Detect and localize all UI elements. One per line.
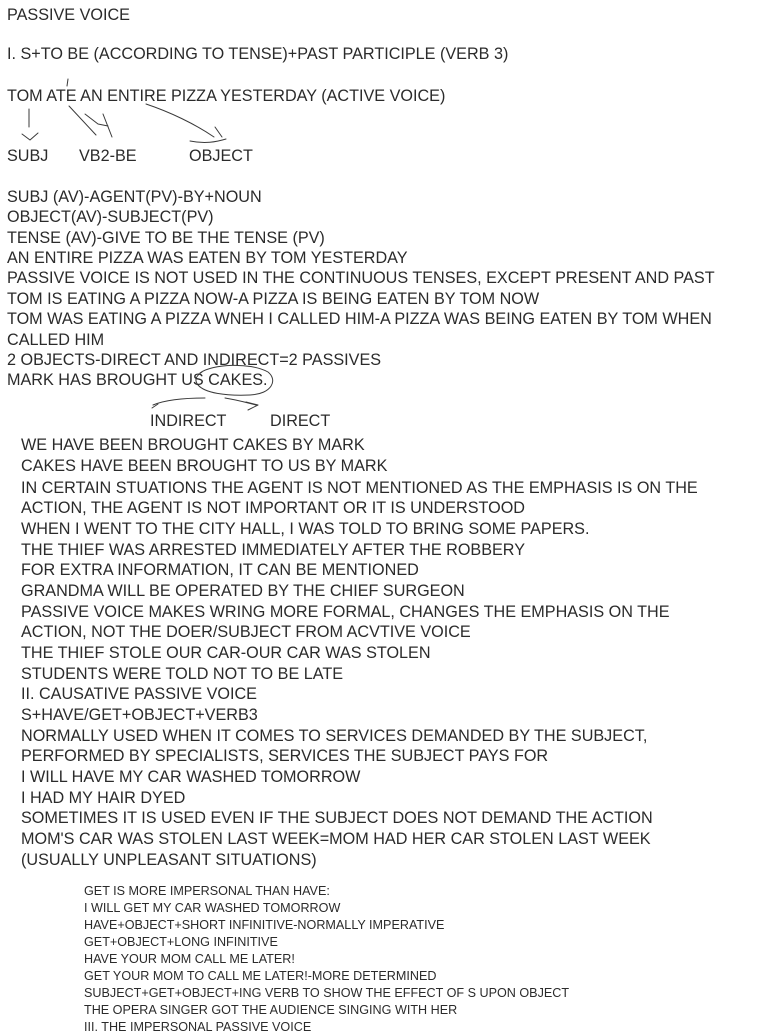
- label-vb2-be: VB2-BE: [79, 147, 137, 165]
- label-direct: DIRECT: [270, 412, 331, 430]
- small-line: GET IS MORE IMPERSONAL THAN HAVE:: [84, 884, 330, 898]
- rule-line: AN ENTIRE PIZZA WAS EATEN BY TOM YESTERDAY: [7, 249, 408, 267]
- rule-line: PASSIVE VOICE IS NOT USED IN THE CONTINUOUS TENSES, EXCEPT PRESENT AND PAST: [7, 269, 715, 287]
- body-line: I HAD MY HAIR DYED: [21, 789, 186, 807]
- section-heading-1: I. S+TO BE (ACCORDING TO TENSE)+PAST PARTICIPLE (VERB 3): [7, 45, 509, 63]
- rule-line: MARK HAS BROUGHT US CAKES.: [7, 371, 268, 389]
- rule-line: TOM WAS EATING A PIZZA WNEH I CALLED HIM-A PIZZA WAS BEING EATEN BY TOM WHEN: [7, 310, 712, 328]
- body-line: S+HAVE/GET+OBJECT+VERB3: [21, 706, 258, 724]
- section-heading-3: III. THE IMPERSONAL PASSIVE VOICE: [84, 1020, 312, 1034]
- label-object: OBJECT: [189, 147, 253, 165]
- label-subj: SUBJ: [7, 147, 49, 165]
- body-line: IN CERTAIN STUATIONS THE AGENT IS NOT MENTIONED AS THE EMPHASIS IS ON THE: [21, 479, 698, 497]
- small-line: THE OPERA SINGER GOT THE AUDIENCE SINGING WITH HER: [84, 1003, 458, 1017]
- section-heading-2: II. CAUSATIVE PASSIVE VOICE: [21, 685, 257, 703]
- body-line: I WILL HAVE MY CAR WASHED TOMORROW: [21, 768, 361, 786]
- body-line: MOM'S CAR WAS STOLEN LAST WEEK=MOM HAD HER CAR STOLEN LAST WEEK: [21, 830, 651, 848]
- body-line: THE THIEF STOLE OUR CAR-OUR CAR WAS STOLEN: [21, 644, 431, 662]
- example-active-sentence: TOM ATE AN ENTIRE PIZZA YESTERDAY (ACTIVE VOICE): [7, 87, 446, 105]
- body-line: GRANDMA WILL BE OPERATED BY THE CHIEF SURGEON: [21, 582, 465, 600]
- rule-line: TENSE (AV)-GIVE TO BE THE TENSE (PV): [7, 229, 325, 247]
- rule-line: TOM IS EATING A PIZZA NOW-A PIZZA IS BEING EATEN BY TOM NOW: [7, 290, 540, 308]
- page-title: PASSIVE VOICE: [7, 6, 130, 24]
- small-line: HAVE+OBJECT+SHORT INFINITIVE-NORMALLY IMPERATIVE: [84, 918, 445, 932]
- body-line: ACTION, THE AGENT IS NOT IMPORTANT OR IT IS UNDERSTOOD: [21, 499, 525, 517]
- label-indirect: INDIRECT: [150, 412, 227, 430]
- rule-line: 2 OBJECTS-DIRECT AND INDIRECT=2 PASSIVES: [7, 351, 382, 369]
- small-line: SUBJECT+GET+OBJECT+ING VERB TO SHOW THE EFFECT OF S UPON OBJECT: [84, 986, 570, 1000]
- rule-line: OBJECT(AV)-SUBJECT(PV): [7, 208, 214, 226]
- body-line: THE THIEF WAS ARRESTED IMMEDIATELY AFTER THE ROBBERY: [21, 541, 525, 559]
- small-line: GET YOUR MOM TO CALL ME LATER!-MORE DETERMINED: [84, 969, 437, 983]
- body-line: PERFORMED BY SPECIALISTS, SERVICES THE SUBJECT PAYS FOR: [21, 747, 549, 765]
- body-line: WE HAVE BEEN BROUGHT CAKES BY MARK: [21, 436, 365, 454]
- body-line: SOMETIMES IT IS USED EVEN IF THE SUBJECT DOES NOT DEMAND THE ACTION: [21, 809, 653, 827]
- small-line: GET+OBJECT+LONG INFINITIVE: [84, 935, 278, 949]
- body-line: FOR EXTRA INFORMATION, IT CAN BE MENTIONED: [21, 561, 419, 579]
- rule-line: SUBJ (AV)-AGENT(PV)-BY+NOUN: [7, 188, 262, 206]
- small-line: I WILL GET MY CAR WASHED TOMORROW: [84, 901, 341, 915]
- body-line: STUDENTS WERE TOLD NOT TO BE LATE: [21, 665, 344, 683]
- rule-line: CALLED HIM: [7, 331, 105, 349]
- body-line: WHEN I WENT TO THE CITY HALL, I WAS TOLD TO BRING SOME PAPERS.: [21, 520, 590, 538]
- body-line: ACTION, NOT THE DOER/SUBJECT FROM ACVTIVE VOICE: [21, 623, 471, 641]
- body-line: PASSIVE VOICE MAKES WRING MORE FORMAL, CHANGES THE EMPHASIS ON THE: [21, 603, 670, 621]
- body-line: CAKES HAVE BEEN BROUGHT TO US BY MARK: [21, 457, 388, 475]
- body-line: (USUALLY UNPLEASANT SITUATIONS): [21, 851, 317, 869]
- body-line: NORMALLY USED WHEN IT COMES TO SERVICES DEMANDED BY THE SUBJECT,: [21, 727, 648, 745]
- small-line: HAVE YOUR MOM CALL ME LATER!: [84, 952, 295, 966]
